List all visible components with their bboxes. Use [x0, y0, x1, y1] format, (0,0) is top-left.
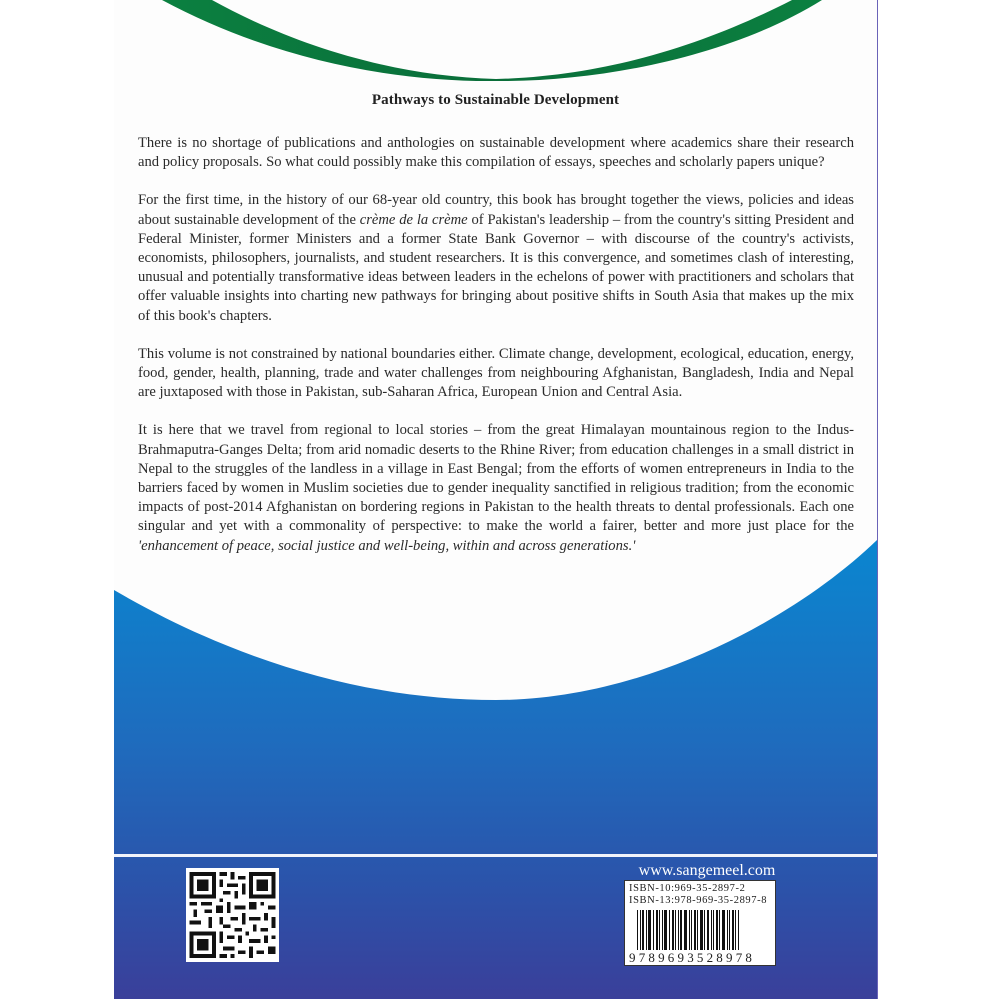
- isbn-10: ISBN-10:969-35-2897-2: [629, 883, 746, 894]
- blurb-paragraph-3: This volume is not constrained by national boundaries either. Climate change, development, ecological, education, energy, food, gender, health, planning, trade and water challenges from neighbouring Afghanistan, Bangladesh, India and Nepal are juxtaposed with those in Pakistan, sub-Saharan Africa, European Union and Central Asia.: [138, 345, 854, 401]
- green-arc-decoration: [162, 0, 822, 81]
- book-back-cover: [114, 0, 878, 999]
- blurb-text: [138, 134, 854, 575]
- barcode-icon: [629, 910, 771, 950]
- blurb-paragraph-1: There is no shortage of publications and anthologies on sustainable development where academics share their research and policy proposals. So what could possibly make this compilation of essays, speeches and scholarly papers unique?: [138, 135, 854, 171]
- qr-code-icon[interactable]: [186, 868, 279, 962]
- blurb-paragraph-2-text-a: For the first time, in the history of our 68-year old country, this book has brought together the views, policies and ideas about sustainable development of the: [138, 192, 854, 228]
- blurb-paragraph-2: [138, 191, 854, 325]
- blurb-paragraph-2-italic: crème de la crème: [359, 211, 468, 228]
- isbn-13: ISBN-13:978-969-35-2897-8: [629, 895, 768, 906]
- blurb-paragraph-4: [138, 421, 854, 555]
- blurb-paragraph-4-text: It is here that we travel from regional to local stories – from the great Himalayan mountainous region to the Indus-Brahmaputra-Ganges Delta; from arid nomadic deserts to the Rhine River; from education challenges in a small district in Nepal to the struggles of the landless in a village in East Bengal; from the efforts of women entrepreneurs in India to the barriers faced by women in Muslim societies due to gender inequality sanctified in religious tradition; from the economic impacts of post-2014 Afghanistan on bordering regions in Pakistan to the health threats to dental professionals. Each one singular and yet with a commonality of perspective: to make the world a fairer, better and more just place for the: [138, 422, 854, 535]
- blurb-paragraph-2-text-b: of Pakistan's leadership – from the country's sitting President and Federal Minister, former Ministers and a former State Bank Governor – with discourse of the country's activists, economists, philosophers, journalists, and student researchers. It is this convergence, and sometimes clash of interesting, unusual and potentially transformative ideas between leaders in the echelons of power with practitioners and scholars that offer valuable insights into charting new pathways for bringing about positive shifts in South Asia that makes up the mix of this book's chapters.: [138, 211, 855, 324]
- isbn-barcode-block: [624, 880, 776, 966]
- cover-title: Pathways to Sustainable Development: [371, 92, 620, 108]
- footer-divider-line: [114, 854, 877, 857]
- blurb-paragraph-4-italic-quote: 'enhancement of peace, social justice and well-being, within and across generations.': [138, 537, 636, 554]
- publisher-website-link[interactable]: www.sangemeel.com: [638, 862, 776, 879]
- ean-number: 9789693528978: [629, 950, 756, 965]
